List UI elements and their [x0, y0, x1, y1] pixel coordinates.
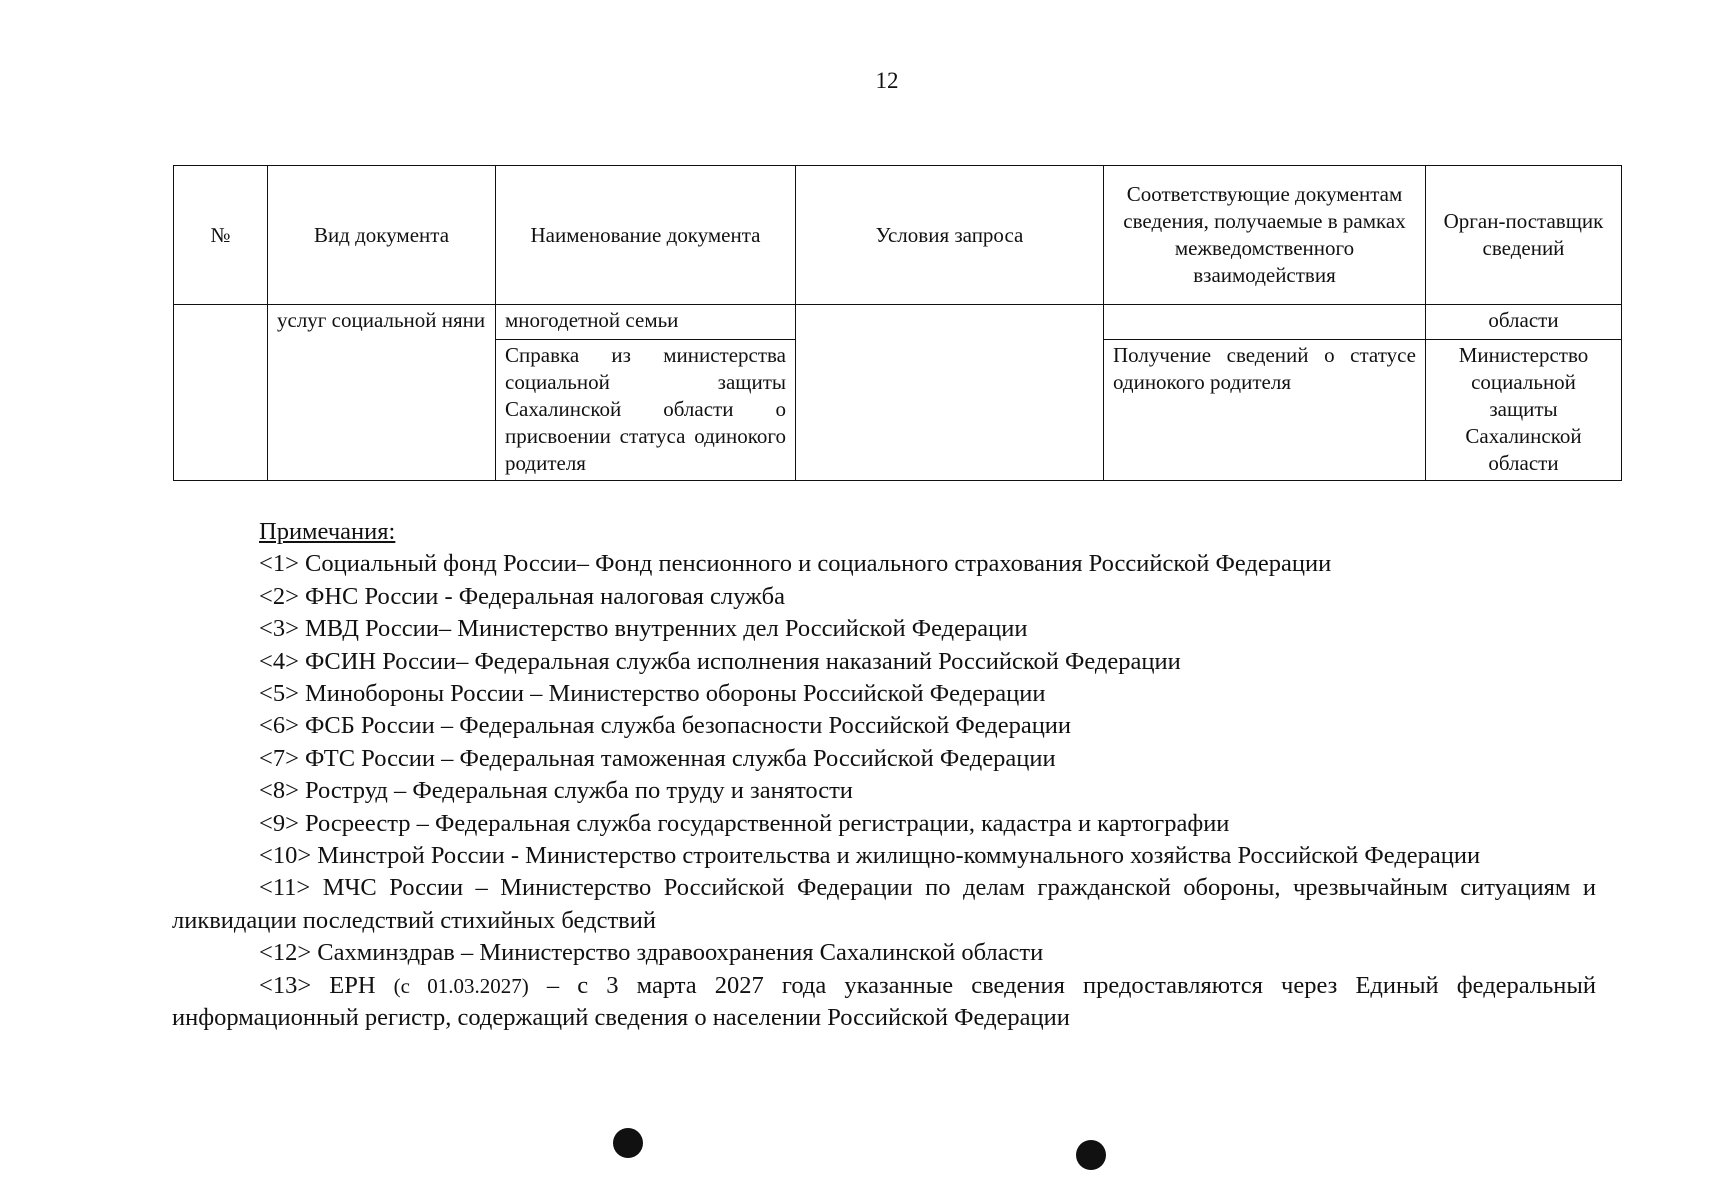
table-header-row: [174, 166, 1622, 305]
note-item: <3> МВД России– Министерство внутренних дел Российской Федерации: [259, 615, 1028, 643]
notes-title: Примечания:: [259, 518, 396, 545]
punch-hole-right-icon: [1076, 1140, 1106, 1170]
note-item: <1> Социальный фонд России– Фонд пенсионного и социального страхования Российской Федерации: [259, 550, 1332, 578]
note-13-prefix: <13> ЕРН: [259, 971, 394, 999]
cell-doc-name: Справка из министерства социальной защиты Сахалинской области о присвоении статуса одинокого родителя: [496, 340, 796, 481]
header-doc-name: Наименование документа: [496, 166, 796, 305]
cell-conditions: [796, 305, 1104, 481]
page-number: 12: [875, 68, 899, 93]
cell-doc-type: услуг социальной няни: [268, 305, 496, 481]
note-13-text: – с 3 марта 2027 года указанные сведения предоставляются через Единый федеральный информационный регистр, содержащий сведения о населении Российской Федерации: [172, 971, 1596, 1032]
note-item: <12> Сахминздрав – Министерство здравоохранения Сахалинской области: [259, 939, 1044, 967]
note-item: <9> Росреестр – Федеральная служба государственной регистрации, кадастра и картографии: [259, 809, 1230, 837]
cell-provider: Министерство социальной защиты Сахалинской области: [1426, 340, 1622, 481]
header-number: №: [174, 166, 268, 305]
note-item: <7> ФТС России – Федеральная таможенная служба Российской Федерации: [259, 744, 1056, 772]
note-item: <2> ФНС России - Федеральная налоговая служба: [259, 582, 785, 610]
cell-info: [1104, 305, 1426, 340]
cell-doc-name: многодетной семьи: [496, 305, 796, 340]
header-doc-type: Вид документа: [268, 166, 496, 305]
cell-provider: области: [1426, 305, 1622, 340]
note-item: <8> Роструд – Федеральная служба по труду и занятости: [259, 777, 853, 805]
note-13-date: (с 01.03.2027): [393, 973, 529, 998]
note-item-13: [172, 970, 1596, 1035]
note-item: <10> Минстрой России - Министерство строительства и жилищно-коммунального хозяйства Российской Федерации: [259, 842, 1481, 870]
documents-table: [173, 165, 1622, 481]
note-item: <4> ФСИН России– Федеральная служба исполнения наказаний Российской Федерации: [259, 647, 1181, 675]
header-provider: Орган-поставщик сведений: [1426, 166, 1622, 305]
note-item: <11> МЧС России – Министерство Российской Федерации по делам гражданской обороны, чрезвычайным ситуациям и ликвидации последствий стихийных бедствий: [172, 874, 1596, 934]
cell-info: Получение сведений о статусе одинокого родителя: [1104, 340, 1426, 481]
notes-section: [172, 516, 1596, 1035]
table-row: [174, 305, 1622, 340]
note-item: <6> ФСБ России – Федеральная служба безопасности Российской Федерации: [259, 712, 1072, 740]
header-info: Соответствующие документам сведения, получаемые в рамках межведомственного взаимодействия: [1104, 166, 1426, 305]
cell-number: [174, 305, 268, 481]
header-conditions: Условия запроса: [796, 166, 1104, 305]
punch-hole-left-icon: [613, 1128, 643, 1158]
note-item: <5> Минобороны России – Министерство обороны Российской Федерации: [259, 680, 1046, 708]
